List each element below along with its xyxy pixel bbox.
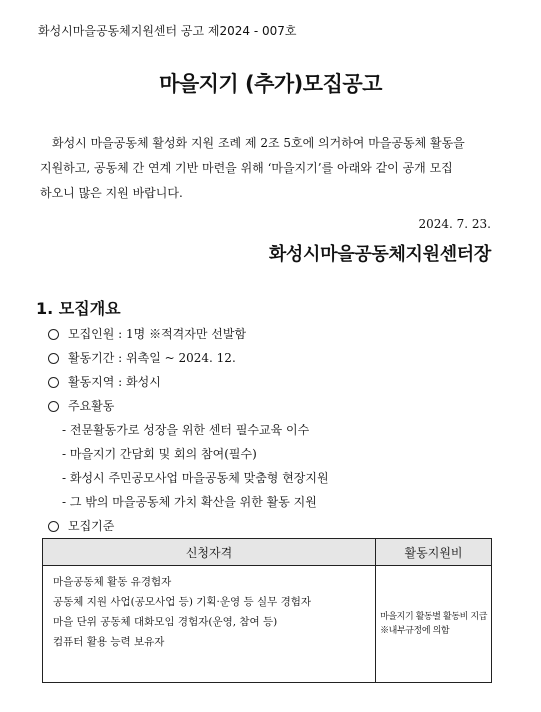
qualification-line: 공동체 지원 사업(공모사업 등) 기획·운영 등 실무 경험자	[53, 596, 312, 608]
qualification-line: 마을 단위 공동체 대화모임 경험자(운영, 참여 등)	[53, 616, 278, 628]
intro-line: 하오니 많은 지원 바랍니다.	[40, 186, 183, 200]
section-title: 1. 모집개요	[36, 299, 121, 318]
list-item	[48, 322, 329, 346]
list-item	[48, 370, 329, 394]
qualification-line: 마을공동체 활동 유경험자	[53, 576, 172, 588]
intro-line: 지원하고, 공동체 간 연계 기반 마련을 위해 ‘마을지기’를 아래와 같이 공개 모집	[40, 161, 453, 175]
item-text: 주요활동	[68, 399, 115, 413]
page-title: 마을지기 (추가)모집공고	[159, 72, 382, 96]
list-item	[48, 514, 329, 538]
column-header-qualification: 신청자격	[43, 539, 376, 566]
support-line: 마을지기 활동별 활동비 지급	[380, 612, 487, 622]
table-header-row	[43, 539, 492, 566]
circle-bullet-icon	[48, 353, 59, 364]
overview-list	[48, 322, 329, 538]
criteria-table	[42, 538, 492, 683]
table-row	[43, 566, 492, 683]
column-header-support: 활동지원비	[376, 539, 492, 566]
intro-paragraph	[40, 131, 496, 206]
item-text: 모집인원 : 1명 ※적격자만 선발함	[68, 327, 247, 341]
qualification-line: 컴퓨터 활용 능력 보유자	[53, 636, 165, 648]
qualification-cell	[43, 566, 376, 683]
activity-item: - 그 밖의 마을공동체 가치 확산을 위한 활동 지원	[62, 495, 317, 509]
activity-item: - 마을지기 간담회 및 회의 참여(필수)	[62, 447, 257, 461]
activity-item: - 화성시 주민공모사업 마을공동체 맞춤형 현장지원	[62, 471, 329, 485]
circle-bullet-icon	[48, 377, 59, 388]
activity-item: - 전문활동가로 성장을 위한 센터 필수교육 이수	[62, 423, 310, 437]
item-text: 활동지역 : 화성시	[68, 375, 161, 389]
notice-number: 화성시마을공동체지원센터 공고 제2024 - 007호	[38, 24, 297, 38]
item-text: 활동기간 : 위촉일 ~ 2024. 12.	[68, 351, 236, 365]
support-line: ※내부규정에 의함	[380, 626, 450, 636]
circle-bullet-icon	[48, 329, 59, 340]
list-item	[48, 346, 329, 370]
support-cell	[376, 566, 492, 683]
notice-date: 2024. 7. 23.	[418, 217, 491, 231]
circle-bullet-icon	[48, 521, 59, 532]
intro-line: 화성시 마을공동체 활성화 지원 조례 제 2조 5호에 의거하여 마을공동체 활동을	[52, 136, 465, 150]
organization-name: 화성시마을공동체지원센터장	[268, 244, 491, 265]
circle-bullet-icon	[48, 401, 59, 412]
item-text: 모집기준	[68, 519, 115, 533]
list-item	[48, 394, 329, 418]
